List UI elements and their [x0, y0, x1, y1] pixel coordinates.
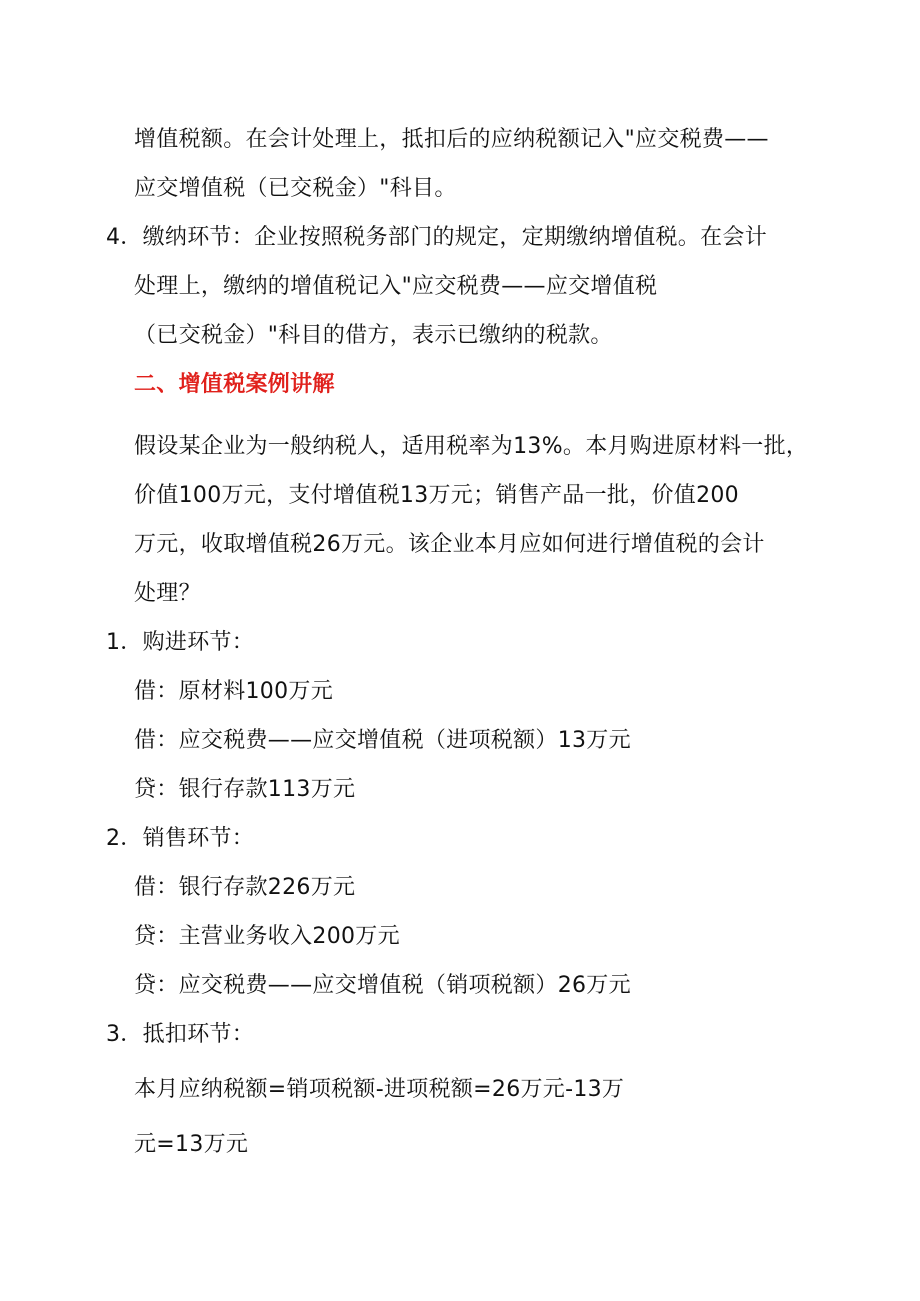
journal-entry: 借：应交税费——应交增值税（进项税额）13万元: [134, 728, 631, 753]
list-item-1: 1．购进环节：: [106, 630, 255, 655]
journal-entry: 贷：主营业务收入200万元: [134, 924, 400, 949]
paragraph-line: 假设某企业为一般纳税人，适用税率为13%。本月购进原材料一批，: [134, 434, 809, 459]
journal-entry: 贷：应交税费——应交增值税（销项税额）26万元: [134, 973, 631, 998]
formula-line: 本月应纳税额=销项税额-进项税额=26万元-13万: [134, 1077, 625, 1102]
paragraph-line: （已交税金）"科目的借方，表示已缴纳的税款。: [134, 323, 613, 348]
journal-entry: 借：银行存款226万元: [134, 875, 356, 900]
formula-line: 元=13万元: [134, 1132, 249, 1157]
paragraph-line: 万元，收取增值税26万元。该企业本月应如何进行增值税的会计: [134, 532, 765, 557]
paragraph-line: 处理？: [134, 581, 201, 606]
paragraph-line: 处理上，缴纳的增值税记入"应交税费——应交增值税: [134, 274, 658, 299]
list-item-4: 4．缴纳环节：企业按照税务部门的规定，定期缴纳增值税。在会计: [106, 225, 767, 250]
list-item-2: 2．销售环节：: [106, 826, 255, 851]
section-heading: 二、增值税案例讲解: [134, 372, 335, 397]
journal-entry: 借：原材料100万元: [134, 679, 333, 704]
paragraph-line: 增值税额。在会计处理上，抵扣后的应纳税额记入"应交税费——: [134, 127, 769, 152]
journal-entry: 贷：银行存款113万元: [134, 777, 356, 802]
paragraph-line: 价值100万元，支付增值税13万元；销售产品一批，价值200: [134, 483, 739, 508]
paragraph-line: 应交增值税（已交税金）"科目。: [134, 176, 457, 201]
list-item-3: 3．抵扣环节：: [106, 1022, 255, 1047]
